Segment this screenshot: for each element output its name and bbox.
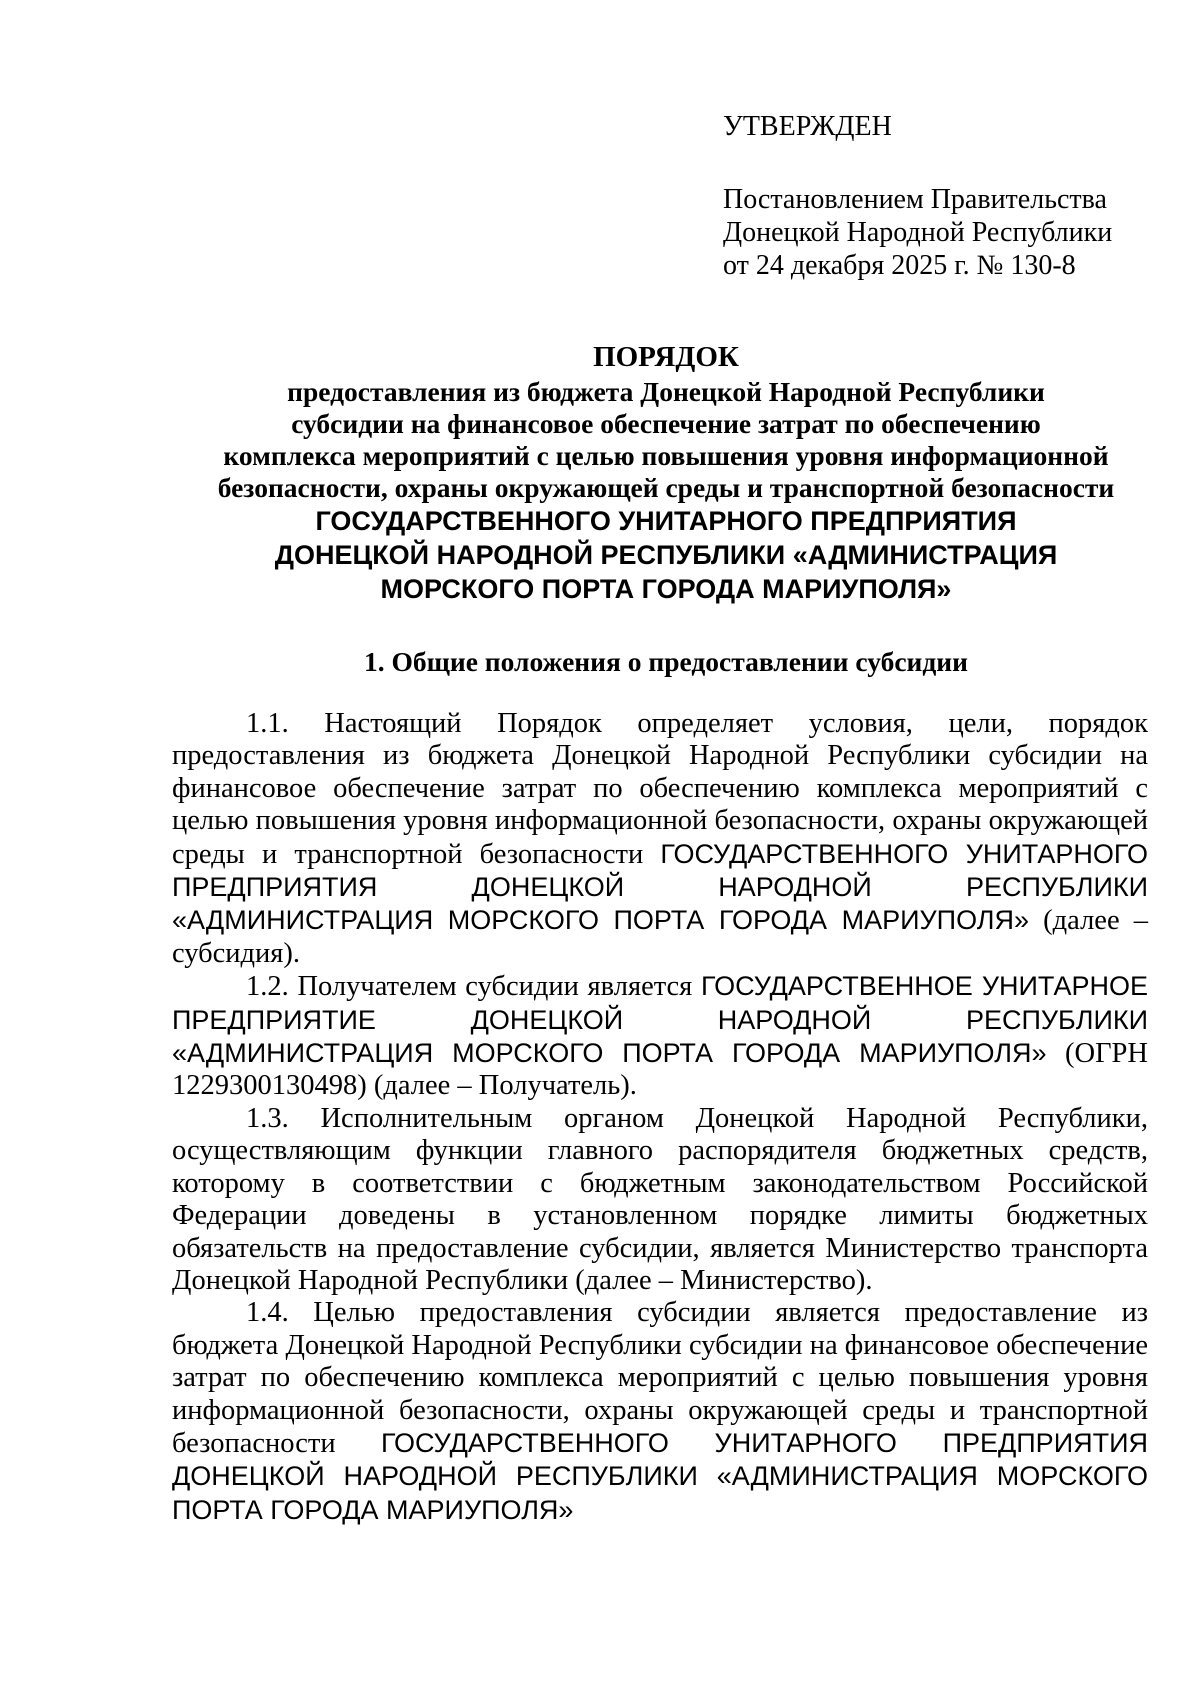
approval-line-3: от 24 декабря 2025 г. № 130-8 [723,250,1076,281]
title-subline: безопасности, охраны окружающей среды и транспортной безопасности [217,472,1115,503]
paragraph-text: 1.1. Настоящий Порядок определяет условия, цели, порядок предоставления из бюджета Донецкой Народной Республики субсидии на финансовое обеспечение затрат по обеспечению комплекса мероприятий с целью повышения уровня информационной безопасности, охраны окружающей среды и транспортной безопасности [172,708,1148,870]
paragraph-text: (далее – субсидия). [172,905,1148,969]
document-body [172,708,1148,1527]
document-title-block [150,338,1182,606]
section-heading: 1. Общие положения о предоставлении субсидии [364,646,968,677]
title-org-line: ГОСУДАРСТВЕННОГО УНИТАРНОГО ПРЕДПРИЯТИЯ [315,506,1017,536]
document-title: ПОРЯДОК [593,341,739,373]
title-org-line: ДОНЕЦКОЙ НАРОДНОЙ РЕСПУБЛИКИ «АДМИНИСТРАЦИЯ [274,540,1058,570]
paragraph-text: (ОГРН 1229300130498) (далее – Получатель). [172,1038,1148,1102]
approved-label: УТВЕРЖДЕН [723,111,892,142]
title-subline: субсидии на финансовое обеспечение затрат по обеспечению [291,408,1041,439]
paragraph-1-1 [172,708,1148,970]
approval-stamp [723,110,1143,282]
paragraph-1-3: 1.3. Исполнительным органом Донецкой Народной Республики, осуществляющим функции главного распорядителя бюджетных средств, которому в соответствии с бюджетным законодательством Российской Федерации доведены в установленном порядке лимиты бюджетных обязательств на предоставление субсидии, является Министерство транспорта Донецкой Народной Республики (далее – Министерство). [172,1102,1148,1296]
title-org-line: МОРСКОГО ПОРТА ГОРОДА МАРИУПОЛЯ» [380,574,952,604]
organization-name: ГОСУДАРСТВЕННОГО УНИТАРНОГО ПРЕДПРИЯТИЯ ДОНЕЦКОЙ НАРОДНОЙ РЕСПУБЛИКИ «АДМИНИСТРАЦИЯ МОРСКОГО ПОРТА ГОРОДА МАРИУПОЛЯ» [172,838,1148,936]
paragraph-text: 1.2. Получателем субсидии является [246,971,701,1003]
organization-name: ГОСУДАРСТВЕННОГО УНИТАРНОГО ПРЕДПРИЯТИЯ ДОНЕЦКОЙ НАРОДНОЙ РЕСПУБЛИКИ «АДМИНИСТРАЦИЯ МОРСКОГО ПОРТА ГОРОДА МАРИУПОЛЯ» [172,1427,1148,1525]
paragraph-1-4 [172,1297,1148,1527]
organization-name: ГОСУДАРСТВЕННОЕ УНИТАРНОЕ ПРЕДПРИЯТИЕ ДОНЕЦКОЙ НАРОДНОЙ РЕСПУБЛИКИ «АДМИНИСТРАЦИЯ МОРСКОГО ПОРТА ГОРОДА МАРИУПОЛЯ» [172,971,1148,1069]
approval-line-1: Постановлением Правительства [723,184,1107,215]
approval-line-2: Донецкой Народной Республики [723,217,1113,248]
paragraph-1-2 [172,970,1148,1103]
paragraph-text: 1.4. Целью предоставления субсидии является предоставление из бюджета Донецкой Народной Республики субсидии на финансовое обеспечение затрат по обеспечению комплекса мероприятий с целью повышения уровня информационной безопасности, охраны окружающей среды и транспортной безопасности [172,1297,1148,1459]
title-subline: комплекса мероприятий с целью повышения уровня информационной [223,440,1109,471]
title-subline: предоставления из бюджета Донецкой Народной Республики [287,376,1045,407]
